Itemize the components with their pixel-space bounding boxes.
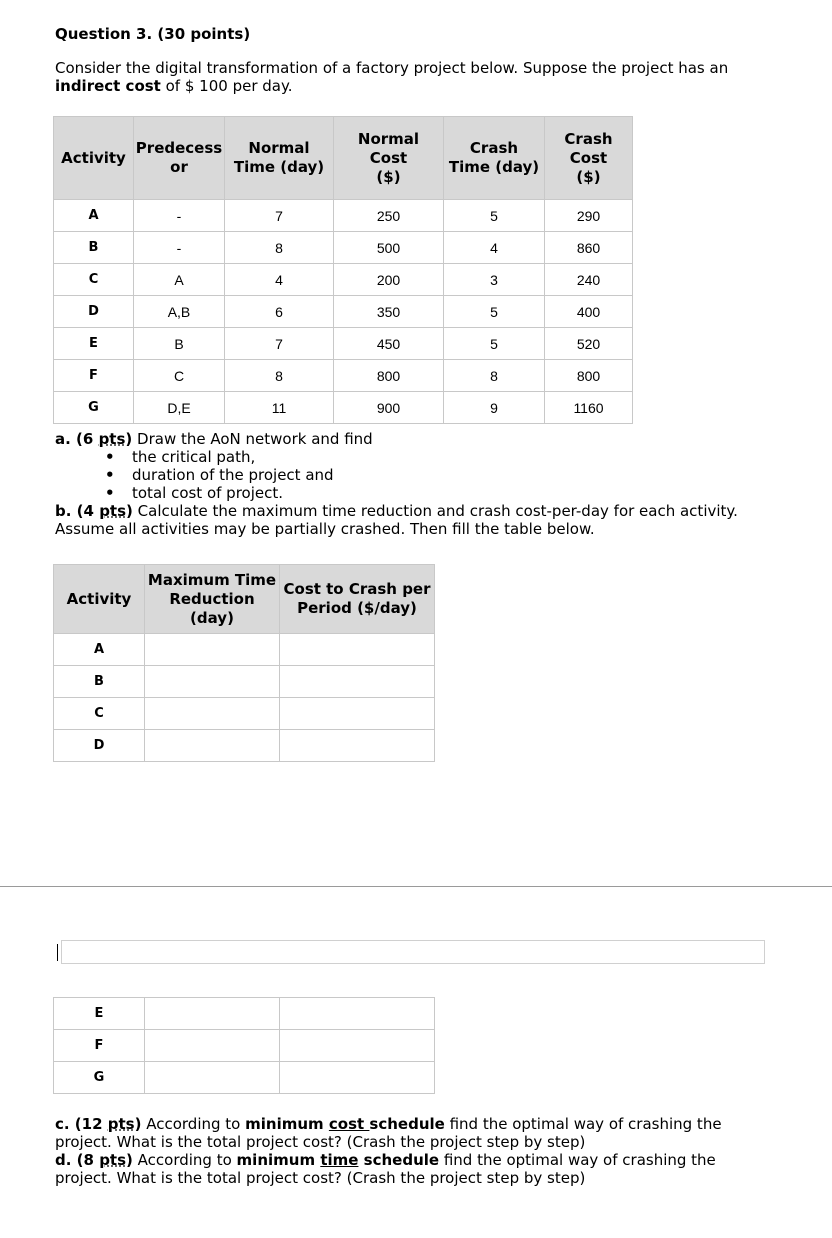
- answer-row: [54, 666, 435, 698]
- part-d-bold-1: minimum: [236, 1151, 321, 1169]
- header-cc-line3: ($): [576, 167, 601, 186]
- cell-normal-cost: 800: [334, 360, 444, 392]
- cell-crash-time: 5: [444, 200, 545, 232]
- header-max-line2: Reduction: [169, 589, 255, 608]
- header-cost-line1: Cost to Crash per: [283, 580, 431, 598]
- activity-row: [54, 296, 633, 328]
- activity-table-header: [54, 117, 633, 200]
- cell-normal-cost: 450: [334, 328, 444, 360]
- cell-activity: F: [54, 360, 134, 392]
- cell-normal-cost: 200: [334, 264, 444, 296]
- part-b-paren: ): [126, 502, 133, 520]
- cell-normal-time: 7: [225, 200, 334, 232]
- cell-activity: D: [54, 296, 134, 328]
- cell-cost-to-crash-input[interactable]: [280, 730, 435, 762]
- header-cost-to-crash: [280, 565, 435, 634]
- cell-activity: A: [54, 634, 145, 666]
- header-crash-cost: [545, 117, 633, 200]
- cell-crash-cost: 520: [545, 328, 633, 360]
- part-c-paren: ): [134, 1115, 142, 1133]
- part-a-bullet: • duration of the project and: [132, 466, 815, 484]
- question-ab: [55, 430, 815, 538]
- activity-row: [54, 328, 633, 360]
- part-a-text: Draw the AoN network and find: [132, 430, 373, 448]
- part-a-label: a. (6: [55, 430, 99, 448]
- part-a-bullet: • total cost of project.: [132, 484, 815, 502]
- part-b-text-1: Calculate the maximum time reduction and crash cost-per-day for each activity.: [132, 502, 738, 520]
- crash-answer-table-bottom: [53, 997, 435, 1094]
- cell-activity: A: [54, 200, 134, 232]
- header-cost-line2: Period ($/day): [297, 599, 417, 617]
- question-cd: [55, 1115, 815, 1187]
- header-nt-line2: Time (day): [233, 158, 325, 176]
- part-c-bold-underline: cost: [328, 1115, 370, 1133]
- part-d-bold-2: schedule: [358, 1151, 440, 1169]
- cell-activity: E: [54, 328, 134, 360]
- answer-row: [54, 730, 435, 762]
- cell-normal-time: 7: [225, 328, 334, 360]
- cell-crash-cost: 240: [545, 264, 633, 296]
- activity-row: [54, 392, 633, 424]
- question-title: Question 3. (30 points): [55, 25, 251, 43]
- cell-activity: E: [54, 998, 145, 1030]
- cell-crash-time: 5: [444, 328, 545, 360]
- cell-crash-time: 9: [444, 392, 545, 424]
- part-a-bullet: • the critical path,: [132, 448, 815, 466]
- cell-normal-time: 8: [225, 360, 334, 392]
- part-d-paren: ): [126, 1151, 133, 1169]
- part-c-text-1: According to: [141, 1115, 246, 1133]
- part-d-text-1: According to: [132, 1151, 237, 1169]
- cell-crash-cost: 800: [545, 360, 633, 392]
- cell-normal-time: 8: [225, 232, 334, 264]
- answer-row: [54, 698, 435, 730]
- intro-text-1: Consider the digital transformation of a factory project below. Suppose the project has an: [55, 59, 729, 77]
- header-pred-line1: Predecess: [135, 139, 223, 157]
- cell-crash-time: 3: [444, 264, 545, 296]
- header-normal-time: [225, 117, 334, 200]
- activity-row: [54, 200, 633, 232]
- cell-cost-to-crash-input[interactable]: [280, 1062, 435, 1094]
- cell-max-reduction-input[interactable]: [145, 666, 280, 698]
- cell-normal-cost: 250: [334, 200, 444, 232]
- cell-normal-cost: 500: [334, 232, 444, 264]
- intro-text-2: of $ 100 per day.: [160, 77, 293, 95]
- cell-cost-to-crash-input[interactable]: [280, 666, 435, 698]
- part-a-bullets: [55, 448, 815, 502]
- cell-max-reduction-input[interactable]: [145, 1030, 280, 1062]
- cell-activity: B: [54, 232, 134, 264]
- cell-crash-cost: 290: [545, 200, 633, 232]
- part-c: [55, 1115, 815, 1133]
- header-ct-line2: Time (day): [448, 158, 540, 176]
- part-c-label: c. (12: [55, 1115, 108, 1133]
- part-a: [55, 430, 815, 448]
- part-d-line2: project. What is the total project cost? (Crash the project step by step): [55, 1169, 586, 1187]
- cell-activity: C: [54, 698, 145, 730]
- cell-crash-cost: 1160: [545, 392, 633, 424]
- cell-cost-to-crash-input[interactable]: [280, 1030, 435, 1062]
- cell-normal-cost: 900: [334, 392, 444, 424]
- cell-crash-time: 5: [444, 296, 545, 328]
- header-normal-cost: [334, 117, 444, 200]
- cell-normal-time: 4: [225, 264, 334, 296]
- header-nc-line1: Normal: [357, 129, 420, 148]
- header-pred-line2: or: [170, 158, 188, 176]
- intro-indirect-cost: indirect cost: [55, 77, 161, 95]
- header-nc-line2: Cost: [369, 148, 408, 167]
- part-b: [55, 502, 815, 520]
- cell-max-reduction-input[interactable]: [145, 1062, 280, 1094]
- part-d-bold-underline: time: [320, 1151, 359, 1169]
- text-cursor: [57, 944, 58, 961]
- cell-max-reduction-input[interactable]: [145, 698, 280, 730]
- cell-predecessor: -: [134, 232, 225, 264]
- cell-normal-cost: 350: [334, 296, 444, 328]
- part-d-text-2: find the optimal way of crashing the: [439, 1151, 716, 1169]
- cell-activity: B: [54, 666, 145, 698]
- cell-crash-time: 4: [444, 232, 545, 264]
- cell-max-reduction-input[interactable]: [145, 730, 280, 762]
- header-crash-time: [444, 117, 545, 200]
- header-activity-2: Activity: [54, 565, 145, 634]
- part-b-pts: pts: [99, 502, 127, 520]
- answer-row: [54, 1030, 435, 1062]
- header-activity: Activity: [54, 117, 134, 200]
- cell-cost-to-crash-input[interactable]: [280, 998, 435, 1030]
- header-nt-line1: Normal: [248, 139, 310, 157]
- answer-row: [54, 1062, 435, 1094]
- part-b-line2: Assume all activities may be partially crashed. Then fill the table below.: [55, 520, 595, 538]
- header-predecessor: [134, 117, 225, 200]
- part-b-label: b. (4: [55, 502, 100, 520]
- header-nc-line3: ($): [376, 167, 401, 186]
- cell-predecessor: D,E: [134, 392, 225, 424]
- header-max-line3: (day): [190, 608, 234, 627]
- header-ct-line1: Crash: [469, 139, 519, 157]
- header-cc-line1: Crash: [564, 129, 613, 148]
- cell-max-reduction-input[interactable]: [145, 998, 280, 1030]
- activity-row: [54, 360, 633, 392]
- activity-row: [54, 232, 633, 264]
- cell-cost-to-crash-input[interactable]: [280, 634, 435, 666]
- cell-crash-cost: 400: [545, 296, 633, 328]
- cell-activity: G: [54, 392, 134, 424]
- text-input-field[interactable]: [61, 940, 765, 964]
- header-max-line1: Maximum Time: [147, 570, 277, 589]
- part-d: [55, 1151, 815, 1169]
- cell-crash-time: 8: [444, 360, 545, 392]
- part-c-pts: pts: [107, 1115, 135, 1133]
- answer-row: [54, 634, 435, 666]
- cell-activity: G: [54, 1062, 145, 1094]
- cell-predecessor: A: [134, 264, 225, 296]
- cell-normal-time: 11: [225, 392, 334, 424]
- answer-row: [54, 998, 435, 1030]
- crash-answer-table-top: [53, 564, 435, 762]
- part-d-label: d. (8: [55, 1151, 100, 1169]
- header-max-reduction: [145, 565, 280, 634]
- part-d-pts: pts: [99, 1151, 127, 1169]
- part-c-line2: project. What is the total project cost? (Crash the project step by step): [55, 1133, 586, 1151]
- part-a-pts: pts: [98, 430, 126, 448]
- part-c-text-2: find the optimal way of crashing the: [444, 1115, 722, 1133]
- crash-table-header: [54, 565, 435, 634]
- part-a-paren: ): [125, 430, 133, 448]
- intro-paragraph: [55, 59, 795, 95]
- part-c-bold-1: minimum: [245, 1115, 329, 1133]
- cell-predecessor: -: [134, 200, 225, 232]
- cell-predecessor: B: [134, 328, 225, 360]
- cell-normal-time: 6: [225, 296, 334, 328]
- activity-table: [53, 116, 633, 424]
- page-divider: [0, 886, 832, 887]
- header-cc-line2: Cost: [569, 148, 608, 167]
- cell-activity: D: [54, 730, 145, 762]
- activity-row: [54, 264, 633, 296]
- cell-cost-to-crash-input[interactable]: [280, 698, 435, 730]
- part-c-bold-2: schedule: [369, 1115, 445, 1133]
- cell-max-reduction-input[interactable]: [145, 634, 280, 666]
- cell-activity: C: [54, 264, 134, 296]
- cell-predecessor: A,B: [134, 296, 225, 328]
- cell-predecessor: C: [134, 360, 225, 392]
- cell-crash-cost: 860: [545, 232, 633, 264]
- cell-activity: F: [54, 1030, 145, 1062]
